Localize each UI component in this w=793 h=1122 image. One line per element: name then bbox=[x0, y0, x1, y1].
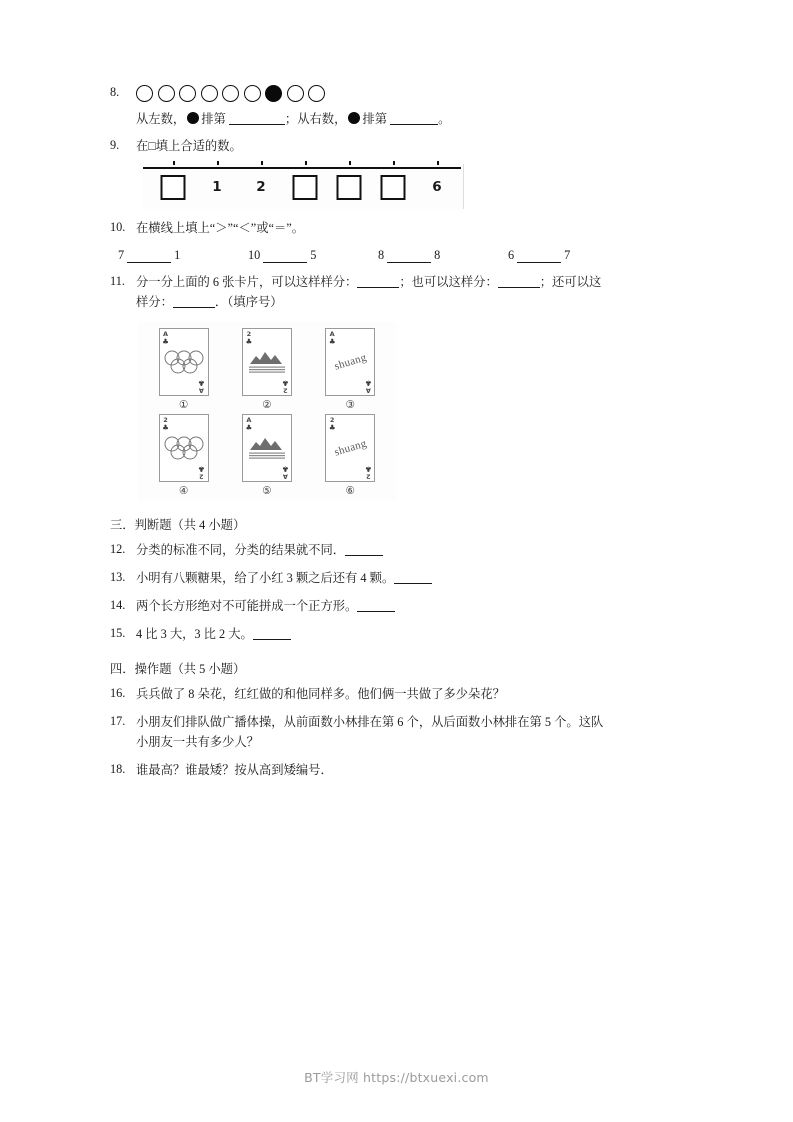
number-line-item-7 bbox=[425, 175, 450, 200]
circle-3 bbox=[179, 85, 196, 102]
club-suit-icon: ♣ bbox=[281, 378, 289, 388]
question-9 bbox=[110, 137, 690, 157]
card-4-corner-bottom-right bbox=[198, 465, 205, 480]
card-6-corner-bottom-right bbox=[365, 465, 372, 480]
playing-card-3[interactable] bbox=[325, 328, 375, 396]
club-suit-icon: ♣ bbox=[162, 423, 169, 433]
question-18-number: 18. bbox=[110, 761, 126, 776]
club-suit-icon: ♣ bbox=[198, 378, 206, 388]
section-3-heading: 三．判断题（共 4 小题） bbox=[110, 518, 246, 533]
club-suit-icon: ♣ bbox=[162, 337, 169, 347]
card-cell-4 bbox=[142, 414, 225, 497]
comparison-row bbox=[118, 248, 690, 263]
comparison-left-2: 10 bbox=[248, 247, 261, 262]
club-suit-icon: ♣ bbox=[328, 337, 336, 347]
question-16-number: 16. bbox=[110, 686, 126, 701]
club-suit-icon: ♣ bbox=[365, 378, 372, 388]
card-label-6: ⑥ bbox=[345, 485, 356, 498]
number-line-tick-6 bbox=[393, 161, 395, 165]
card-rank: A bbox=[199, 386, 205, 395]
question-8-number: 8. bbox=[110, 85, 120, 99]
cards-figure bbox=[138, 322, 396, 501]
shuang-text-art bbox=[326, 437, 374, 460]
question-17-number: 17. bbox=[110, 713, 126, 728]
question-11-line-2 bbox=[136, 293, 690, 313]
number-line-tick-5 bbox=[349, 161, 351, 165]
q11-answer-blank-3[interactable] bbox=[173, 307, 215, 308]
circle-1 bbox=[136, 85, 153, 102]
question-15 bbox=[110, 625, 690, 645]
card-5-corner-bottom-right bbox=[282, 465, 289, 480]
question-9-number: 9. bbox=[110, 137, 120, 152]
comparison-right-1: 1 bbox=[174, 247, 181, 262]
card-art-text: shuang bbox=[332, 437, 368, 460]
card-4-corner-top-left bbox=[162, 417, 169, 432]
circle-7-filled bbox=[265, 85, 282, 102]
card-rank: 2 bbox=[246, 330, 252, 339]
comparison-blank-1[interactable] bbox=[127, 262, 171, 263]
playing-card-5[interactable] bbox=[242, 414, 292, 482]
number-line-figure bbox=[143, 164, 464, 209]
card-rank: 2 bbox=[329, 416, 335, 425]
question-10 bbox=[110, 219, 690, 239]
card-rank: 2 bbox=[366, 472, 371, 481]
question-11-number: 11. bbox=[110, 273, 125, 288]
question-17 bbox=[110, 713, 690, 753]
number-line-item-2 bbox=[205, 175, 230, 200]
question-13 bbox=[110, 569, 690, 589]
question-10-number: 10. bbox=[110, 219, 126, 234]
card-label-2: ② bbox=[262, 399, 272, 412]
q11-text-part3: ；还可以这 bbox=[539, 274, 602, 289]
club-suit-icon: ♣ bbox=[198, 464, 206, 474]
q11-text-part1: 分一分上面的 6 张卡片，可以这样样分： bbox=[136, 274, 358, 289]
number-line-box-4[interactable] bbox=[293, 175, 318, 200]
number-line-value-2: 1 bbox=[212, 178, 222, 195]
club-suit-icon: ♣ bbox=[365, 464, 372, 474]
circle-6 bbox=[244, 85, 261, 102]
number-line-tick-2 bbox=[217, 161, 219, 165]
number-line-tick-7 bbox=[437, 161, 439, 165]
card-cell-6 bbox=[309, 414, 392, 497]
card-cell-2 bbox=[225, 328, 308, 411]
q8-rank-label-right: 排第 bbox=[362, 112, 387, 126]
comparison-blank-2[interactable] bbox=[263, 262, 307, 263]
mountain-icon bbox=[243, 436, 291, 460]
card-rank: A bbox=[282, 472, 288, 481]
question-14-number: 14. bbox=[110, 598, 126, 613]
card-rank: A bbox=[246, 416, 252, 425]
card-1-corner-bottom-right bbox=[198, 379, 205, 394]
card-cell-1 bbox=[142, 328, 225, 411]
question-13-number: 13. bbox=[110, 570, 126, 585]
worksheet-content bbox=[110, 84, 690, 783]
playing-card-4[interactable] bbox=[159, 414, 209, 482]
question-17-line-2: 小朋友一共有多少人？ bbox=[136, 734, 259, 749]
club-suit-icon: ♣ bbox=[245, 423, 253, 433]
card-art-text: shuang bbox=[332, 351, 368, 374]
number-line-box-1[interactable] bbox=[161, 175, 186, 200]
q11-text-part2: ；也可以这样分： bbox=[399, 274, 498, 289]
number-line-tick-1 bbox=[173, 161, 175, 165]
number-line-value-7: 6 bbox=[432, 178, 442, 195]
card-1-corner-top-left bbox=[162, 331, 169, 346]
card-label-4: ④ bbox=[178, 485, 189, 498]
q8-from-right-label: ；从右数， bbox=[284, 112, 347, 126]
footer-watermark: BT学习网 https://btxuexi.com bbox=[304, 1070, 489, 1085]
comparison-left-1: 7 bbox=[118, 247, 125, 262]
number-line-value-3: 2 bbox=[256, 178, 266, 195]
club-suit-icon: ♣ bbox=[328, 423, 336, 433]
q8-answer-blank-left[interactable] bbox=[229, 124, 285, 125]
filled-dot-icon-left bbox=[187, 112, 199, 124]
playing-card-6[interactable] bbox=[325, 414, 375, 482]
olympic-rings-icon bbox=[160, 349, 208, 375]
question-13-answer-blank[interactable] bbox=[394, 583, 432, 584]
card-3-corner-bottom-right bbox=[365, 379, 372, 394]
question-12-answer-blank[interactable] bbox=[345, 555, 383, 556]
q11-line2-part1: 样分： bbox=[136, 294, 173, 309]
mountain-icon bbox=[243, 350, 291, 374]
card-2-corner-bottom-right bbox=[282, 379, 289, 394]
club-suit-icon: ♣ bbox=[281, 464, 289, 474]
olympic-rings-icon bbox=[160, 435, 208, 461]
question-18 bbox=[110, 761, 690, 781]
question-12 bbox=[110, 541, 690, 561]
circle-2 bbox=[158, 85, 175, 102]
number-line-axis bbox=[143, 167, 461, 169]
question-16 bbox=[110, 685, 690, 705]
card-label-3: ③ bbox=[345, 399, 356, 412]
question-13-text: 小明有八颗糖果，给了小红 3 颗之后还有 4 颗。 bbox=[136, 571, 395, 586]
question-15-text: 4 比 3 大，3 比 2 大。 bbox=[136, 627, 253, 642]
question-14-answer-blank[interactable] bbox=[357, 611, 395, 612]
question-16-text: 兵兵做了 8 朵花，红红做的和他同样多。他们俩一共做了多少朵花？ bbox=[136, 687, 505, 702]
card-2-corner-top-left bbox=[245, 331, 252, 346]
comparison-item-3 bbox=[378, 248, 508, 263]
question-15-answer-blank[interactable] bbox=[253, 639, 291, 640]
comparison-right-3: 8 bbox=[434, 247, 441, 262]
circle-8 bbox=[287, 85, 304, 102]
comparison-item-4 bbox=[508, 248, 638, 263]
q8-answer-blank-right[interactable] bbox=[390, 124, 438, 125]
number-line-item-5 bbox=[337, 175, 362, 200]
club-suit-icon: ♣ bbox=[245, 337, 253, 347]
comparison-right-4: 7 bbox=[564, 247, 571, 262]
q8-from-left-label: 从左数， bbox=[136, 112, 186, 126]
comparison-blank-4[interactable] bbox=[517, 262, 561, 263]
card-rank: A bbox=[329, 330, 335, 339]
card-label-5: ⑤ bbox=[262, 485, 272, 498]
comparison-item-2 bbox=[248, 248, 378, 263]
number-line-item-1 bbox=[161, 175, 186, 200]
comparison-right-2: 5 bbox=[310, 247, 317, 262]
question-15-number: 15. bbox=[110, 626, 126, 641]
question-14 bbox=[110, 597, 690, 617]
question-8 bbox=[110, 84, 690, 129]
question-12-number: 12. bbox=[110, 542, 126, 557]
shuang-text-art bbox=[326, 351, 374, 374]
card-rank: A bbox=[163, 330, 169, 339]
card-label-1: ① bbox=[178, 399, 189, 412]
circle-4 bbox=[201, 85, 218, 102]
comparison-item-1 bbox=[118, 248, 248, 263]
q11-answer-blank-2[interactable] bbox=[498, 287, 540, 288]
q11-answer-blank-1[interactable] bbox=[357, 287, 399, 288]
number-line-tick-3 bbox=[261, 161, 263, 165]
playing-card-2[interactable] bbox=[242, 328, 292, 396]
question-14-text: 两个长方形绝对不可能拼成一个正方形。 bbox=[136, 599, 358, 614]
q8-rank-label-left: 排第 bbox=[201, 112, 226, 126]
comparison-left-4: 6 bbox=[508, 247, 515, 262]
section-4-heading: 四．操作题（共 5 小题） bbox=[110, 662, 246, 677]
card-rank: 2 bbox=[199, 472, 205, 481]
card-5-corner-top-left bbox=[245, 417, 252, 432]
comparison-left-3: 8 bbox=[378, 247, 385, 262]
filled-dot-icon-right bbox=[348, 112, 360, 124]
number-line-item-4 bbox=[293, 175, 318, 200]
number-line-box-6[interactable] bbox=[381, 175, 406, 200]
number-line-tick-4 bbox=[305, 161, 307, 165]
q8-period: 。 bbox=[438, 112, 451, 126]
q11-line2-part2: ．（填序号） bbox=[214, 294, 283, 309]
question-8-subtext bbox=[136, 111, 690, 129]
card-3-corner-top-left bbox=[329, 331, 336, 346]
circle-9 bbox=[308, 85, 325, 102]
number-line-item-3 bbox=[249, 175, 274, 200]
question-18-text: 谁最高？谁最矮？按从高到矮编号． bbox=[136, 762, 333, 777]
circle-sequence bbox=[136, 85, 690, 102]
question-11-line-1 bbox=[136, 273, 690, 293]
question-11 bbox=[110, 273, 690, 313]
number-line-box-5[interactable] bbox=[337, 175, 362, 200]
card-rank: 2 bbox=[163, 416, 168, 425]
comparison-blank-3[interactable] bbox=[387, 262, 431, 263]
card-cell-3 bbox=[309, 328, 392, 411]
playing-card-1[interactable] bbox=[159, 328, 209, 396]
card-rank: A bbox=[365, 386, 371, 395]
card-rank: 2 bbox=[282, 386, 288, 395]
question-17-line-1: 小朋友们排队做广播体操，从前面数小林排在第 6 个，从后面数小林排在第 5 个。这队 bbox=[136, 714, 604, 729]
question-10-text: 在横线上填上“＞”“＜”或“＝”。 bbox=[136, 220, 305, 235]
circle-5 bbox=[222, 85, 239, 102]
number-line-item-6 bbox=[381, 175, 406, 200]
question-9-text: 在□填上合适的数。 bbox=[136, 138, 242, 153]
cards-grid bbox=[142, 328, 392, 497]
number-line-cells bbox=[143, 175, 461, 207]
card-6-corner-top-left bbox=[329, 417, 336, 432]
card-cell-5 bbox=[225, 414, 308, 497]
question-12-text: 分类的标准不同，分类的结果就不同． bbox=[136, 543, 346, 558]
